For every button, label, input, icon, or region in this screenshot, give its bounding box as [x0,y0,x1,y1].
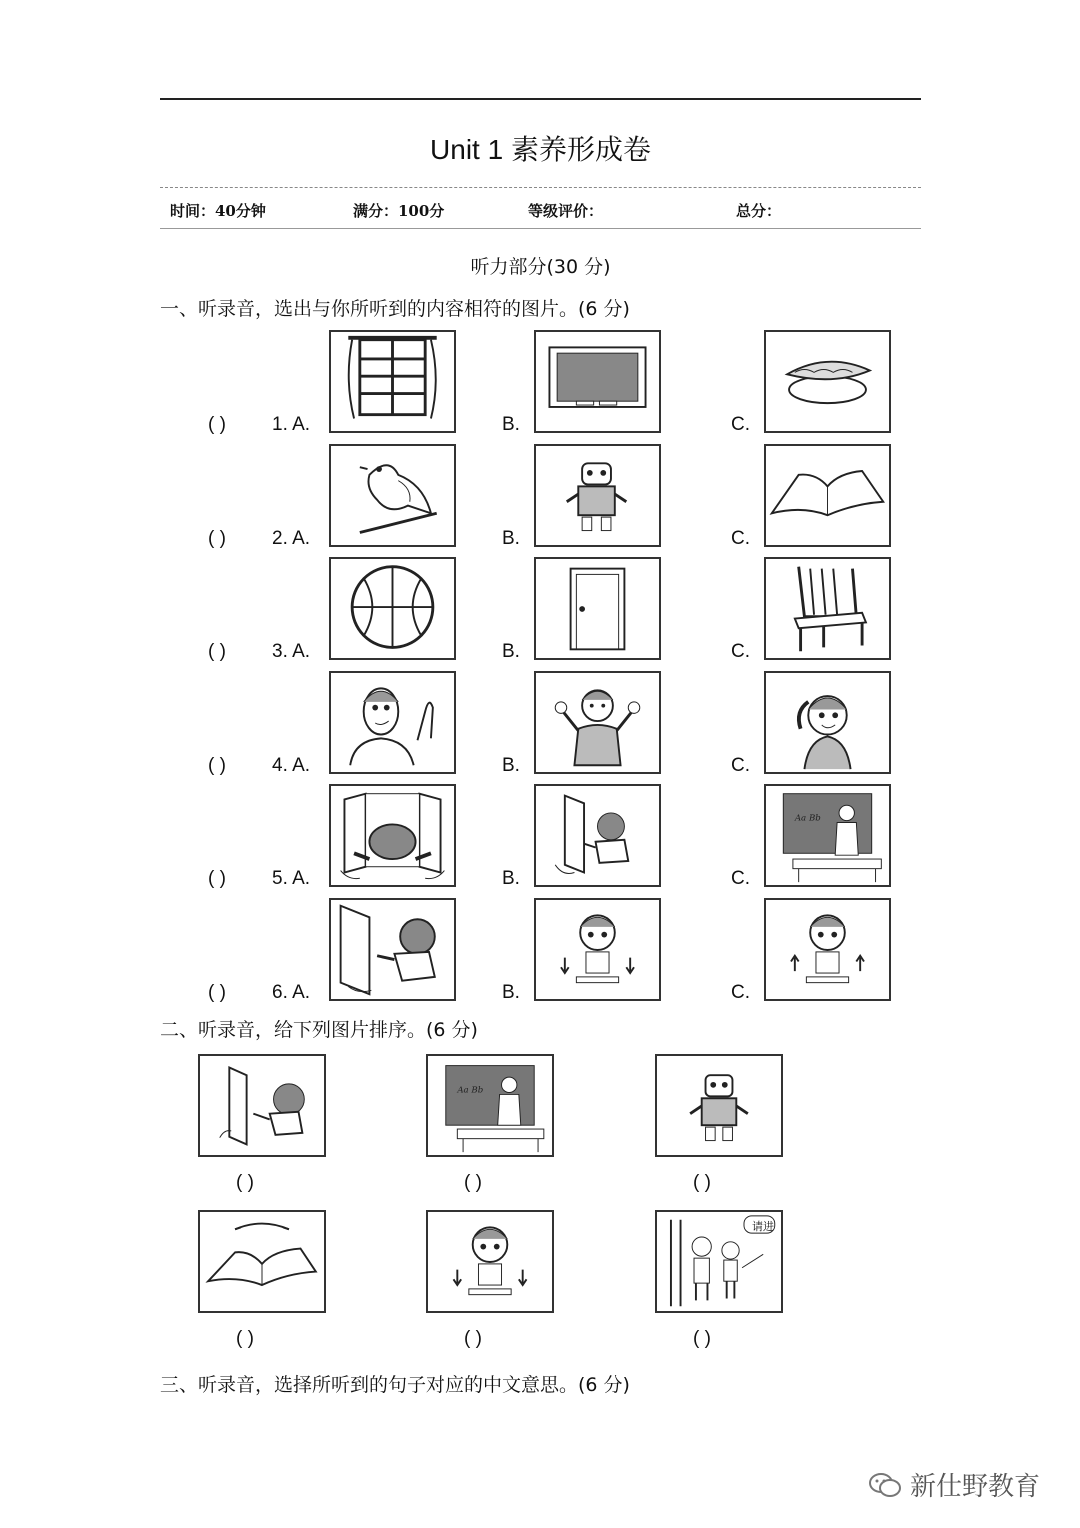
q1-answer-paren[interactable]: ( ) [208,414,226,435]
open-book-icon [200,1212,324,1311]
top-rule [160,98,921,100]
q1-question-number: 2. A. [272,527,311,549]
man-waving-icon [331,673,454,772]
bird-picture [329,444,456,547]
girl-picture [764,671,891,774]
q1-option-b-label: B. [502,868,520,889]
sit-down-icon [536,900,659,999]
q1-option-b-label: B. [502,981,520,1003]
q2-answer-paren-2[interactable]: ( ) [464,1172,482,1193]
q1-option-b-label: B. [502,527,520,549]
close-door-icon [331,900,454,999]
sit-down-picture [534,898,661,1001]
basketball-picture [329,557,456,660]
watermark-text: 新仕野教育 [909,1472,1040,1502]
window-picture [329,330,456,433]
hotdog-icon [766,332,889,431]
teacher-picture [764,784,891,887]
book-picture [764,444,891,547]
robot-icon [536,446,659,545]
basketball-icon [331,559,454,658]
door-icon [536,559,659,658]
watermark [868,1466,1040,1503]
blackboard-picture [534,330,661,433]
chair-picture [764,557,891,660]
q1-option-c-label: C. [731,868,750,889]
robot-icon [657,1056,781,1155]
q1-answer-paren[interactable]: ( ) [208,754,226,776]
close-door-icon [200,1056,324,1155]
teacher-icon [428,1056,552,1155]
q1-heading: 一、听录音，选出与你所听到的内容相符的图片。(6 分) [160,298,630,320]
door-picture [534,557,661,660]
q1-question-number: 3. A. [272,641,311,662]
robot-picture [534,444,661,547]
q1-option-c-label: C. [731,754,750,776]
boy-waving-picture [534,671,661,774]
q2-picture-close-door [198,1054,326,1157]
book-icon [766,446,889,545]
teacher-icon [766,786,889,885]
total-label: 总分： [736,202,782,220]
q2-picture-come-in [655,1210,783,1313]
dashed-divider [160,187,921,188]
q2-picture-sit-down [426,1210,554,1313]
girl-icon [766,673,889,772]
stand-up-picture [764,898,891,1001]
boy-sit-down-icon [428,1212,552,1311]
man-waving-picture [329,671,456,774]
boy-waving-icon [536,673,659,772]
q1-answer-paren[interactable]: ( ) [208,981,226,1003]
q2-answer-paren-4[interactable]: ( ) [236,1328,254,1349]
stand-up-icon [766,900,889,999]
blackboard-icon [536,332,659,431]
q1-question-number: 1. A. [272,414,311,435]
q2-picture-teacher [426,1054,554,1157]
q2-answer-paren-5[interactable]: ( ) [464,1328,482,1349]
speech-bubble-text: 请进 [752,1220,774,1233]
q1-answer-paren[interactable]: ( ) [208,527,226,549]
svg-text:Aa Bb: Aa Bb [794,813,821,824]
q2-answer-paren-1[interactable]: ( ) [236,1172,254,1193]
q1-answer-paren[interactable]: ( ) [208,641,226,662]
time-label: 时间：40分钟 [170,202,266,220]
q2-picture-robot [655,1054,783,1157]
full-score-label: 满分：100分 [353,202,445,220]
q2-answer-paren-6[interactable]: ( ) [693,1328,711,1349]
svg-text:Aa Bb: Aa Bb [457,1085,484,1096]
listening-section-title: 听力部分(30 分) [470,256,611,278]
q1-question-number: 5. A. [272,868,311,889]
q2-heading: 二、听录音，给下列图片排序。(6 分) [160,1019,478,1041]
q1-option-b-label: B. [502,641,520,662]
q1-option-c-label: C. [731,527,750,549]
q3-heading: 三、听录音，选择所听到的句子对应的中文意思。(6 分) [160,1374,630,1396]
wechat-icon [868,1471,902,1499]
open-window-picture [329,784,456,887]
q2-picture-book [198,1210,326,1313]
q1-option-b-label: B. [502,414,520,435]
q1-question-number: 4. A. [272,754,311,776]
q2-answer-paren-3[interactable]: ( ) [693,1172,711,1193]
q1-option-c-label: C. [731,414,750,435]
hotdog-picture [764,330,891,433]
close-door-picture [329,898,456,1001]
window-icon [331,332,454,431]
bird-icon [331,446,454,545]
q1-option-b-label: B. [502,754,520,776]
q1-option-c-label: C. [731,981,750,1003]
open-door-picture [534,784,661,887]
chair-icon [766,559,889,658]
info-divider [160,228,921,229]
q1-question-number: 6. A. [272,981,311,1003]
open-door-icon [536,786,659,885]
open-window-icon [331,786,454,885]
q1-option-c-label: C. [731,641,750,662]
page-title: Unit 1 素养形成卷 [430,134,651,165]
grade-label: 等级评价： [528,202,604,220]
q1-answer-paren[interactable]: ( ) [208,868,226,889]
